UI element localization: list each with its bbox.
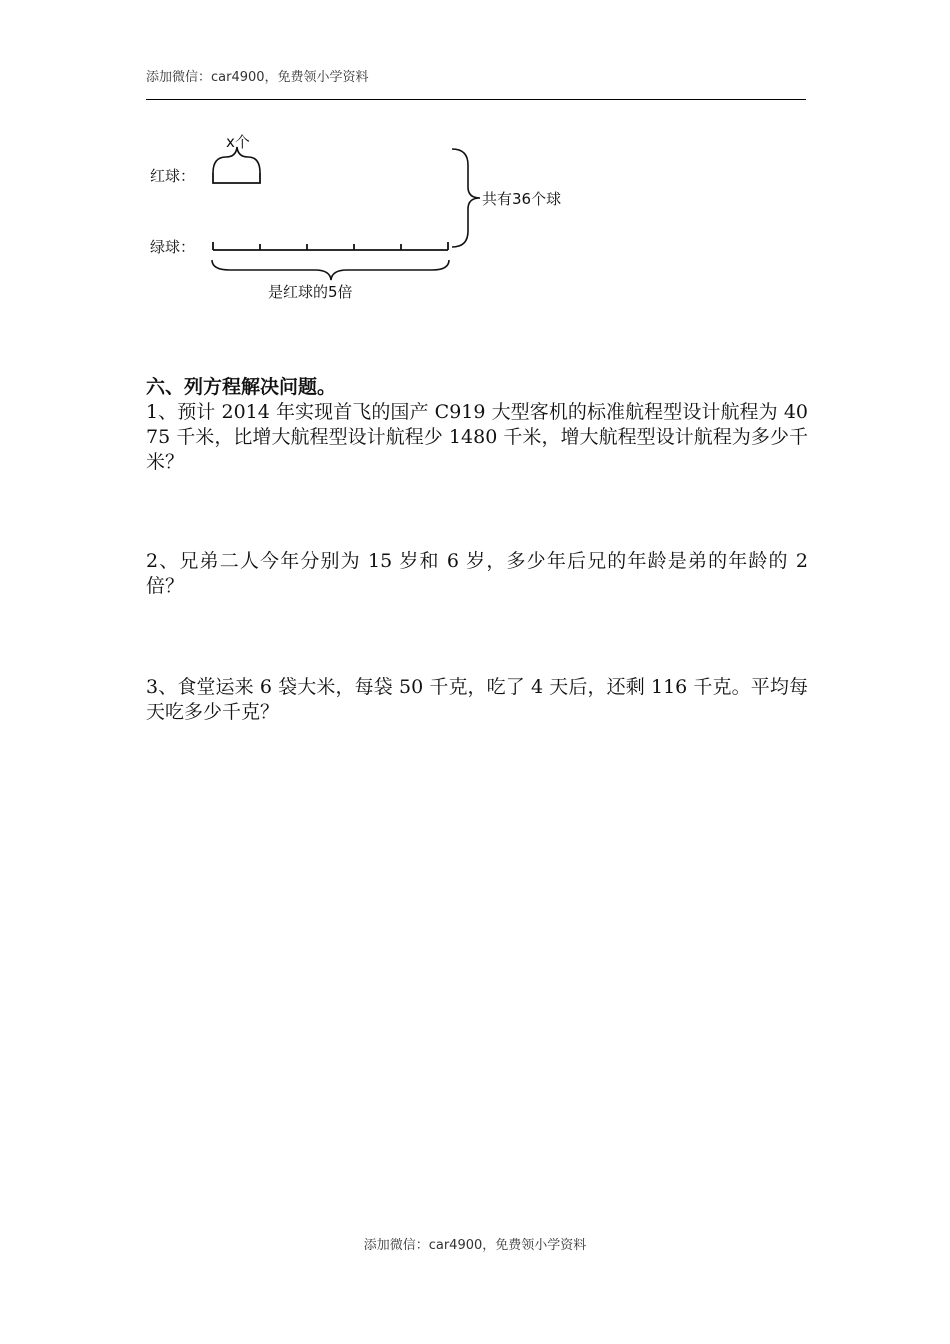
green-bottom-brace — [212, 260, 449, 280]
problem-1: 1、预计 2014 年实现首飞的国产 C919 大型客机的标准航程型设计航程为 4075 千米，比增大航程型设计航程少 1480 千米，增大航程型设计航程为多少千米？ — [146, 401, 808, 473]
red-ball-label: 红球： — [150, 167, 196, 185]
section-title: 六、列方程解决问题。 — [146, 376, 337, 398]
green-ball-label: 绿球： — [150, 238, 196, 256]
problem-2: 2、兄弟二人今年分别为 15 岁和 6 岁，多少年后兄的年龄是弟的年龄的 2 倍？ — [146, 550, 808, 597]
red-top-brace — [213, 147, 260, 173]
line-segment-diagram — [140, 125, 600, 310]
total-label: 共有36个球 — [482, 190, 562, 208]
red-ball-segment — [213, 173, 260, 183]
total-right-brace — [452, 149, 480, 247]
header-text: 添加微信：car4900，免费领小学资料 — [146, 70, 369, 85]
header-divider — [146, 99, 806, 100]
multiple-label: 是红球的5倍 — [268, 283, 353, 301]
problem-3: 3、食堂运来 6 袋大米，每袋 50 千克，吃了 4 天后，还剩 116 千克。平均每天吃多少千克？ — [146, 676, 808, 723]
green-ball-segment — [213, 242, 448, 250]
x-count-label: x个 — [226, 133, 250, 151]
footer-text: 添加微信：car4900，免费领小学资料 — [363, 1238, 587, 1253]
